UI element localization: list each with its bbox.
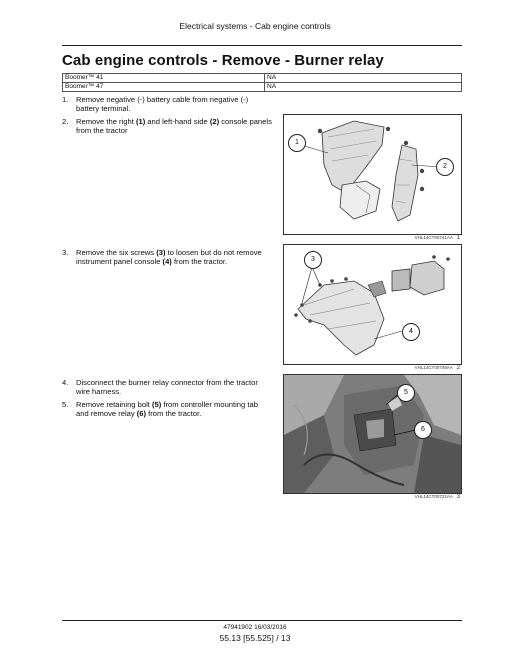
value-cell: NA — [265, 74, 462, 83]
header-rule — [62, 45, 462, 46]
table-row — [63, 83, 462, 92]
callout-ref: (3) — [156, 248, 166, 257]
callout-1: 1 — [288, 134, 306, 152]
callout-ref: (6) — [136, 409, 147, 419]
step-text-part: Disconnect the burner relay connector from the tractor wire harness. — [76, 378, 258, 397]
step-text-part: Remove the six screws — [76, 248, 157, 257]
step-text-part: Remove negative (-) battery cable from negative (-) battery terminal. — [76, 95, 249, 114]
figure-number: 2 — [456, 365, 460, 371]
step-text-part: Remove the right — [76, 117, 136, 126]
footer-rule — [62, 620, 462, 621]
step-text — [76, 95, 272, 113]
figure-3-caption — [300, 494, 460, 500]
figure-number: 3 — [456, 494, 460, 500]
step-text-part: Remove retaining bolt — [76, 400, 152, 409]
step-text — [76, 400, 272, 418]
figure-number: 1 — [456, 235, 460, 241]
step-number: 1. — [62, 95, 69, 104]
step-number: 5. — [62, 400, 69, 409]
value-cell: NA — [265, 83, 462, 92]
step-text-part: console panels from the tractor — [76, 117, 272, 136]
callout-5: 5 — [397, 384, 415, 402]
callout-ref: (1) — [135, 117, 146, 126]
figure-2-image — [283, 244, 462, 365]
figure-code: VHL14CT00741AA — [414, 235, 453, 240]
step-4 — [62, 378, 272, 398]
running-header: Electrical systems - Cab engine controls — [179, 21, 331, 31]
step-number: 2. — [62, 117, 69, 126]
figure-1-caption — [300, 235, 460, 241]
step-number: 4. — [62, 378, 69, 387]
step-5 — [62, 400, 272, 420]
callout-ref: (4) — [162, 257, 172, 267]
step-text-part: to loosen but do not remove instrument panel console — [76, 248, 262, 267]
callout-2: 2 — [436, 158, 454, 176]
figure-1-drawing — [284, 115, 461, 234]
step-text — [76, 378, 272, 396]
figure-1-image — [283, 114, 462, 235]
step-text — [76, 248, 272, 266]
step-text-part: from the tractor. — [171, 257, 228, 267]
step-text-part: and left-hand side — [145, 117, 210, 126]
figure-3-image — [283, 374, 462, 494]
footer-doc-id: 47941902 16/03/2016 — [223, 624, 287, 631]
callout-4: 4 — [402, 323, 420, 341]
table-row — [63, 74, 462, 83]
callout-6: 6 — [414, 421, 432, 439]
figure-2-caption — [300, 365, 460, 371]
step-text — [76, 117, 272, 135]
step-number: 3. — [62, 248, 69, 257]
step-2 — [62, 117, 272, 137]
callout-3: 3 — [304, 251, 322, 269]
figure-code: VHL14CT00722AA — [414, 494, 453, 499]
figure-3-photo — [284, 375, 461, 493]
figure-code: VHL14CT00749AA — [414, 365, 453, 370]
page-title: Cab engine controls - Remove - Burner relay — [62, 52, 384, 69]
callout-ref: (5) — [151, 400, 162, 409]
step-text-part: from controller mounting tab and remove relay — [76, 400, 258, 419]
step-text-part: from the tractor. — [146, 409, 202, 419]
footer-page-number: 55.13 [55.525] / 13 — [219, 633, 291, 643]
model-cell: Boomer™ 41 — [63, 74, 265, 83]
step-3 — [62, 248, 272, 268]
callout-ref: (2) — [209, 117, 220, 126]
model-table — [62, 73, 462, 92]
model-cell: Boomer™ 47 — [63, 83, 265, 92]
step-1 — [62, 95, 272, 115]
